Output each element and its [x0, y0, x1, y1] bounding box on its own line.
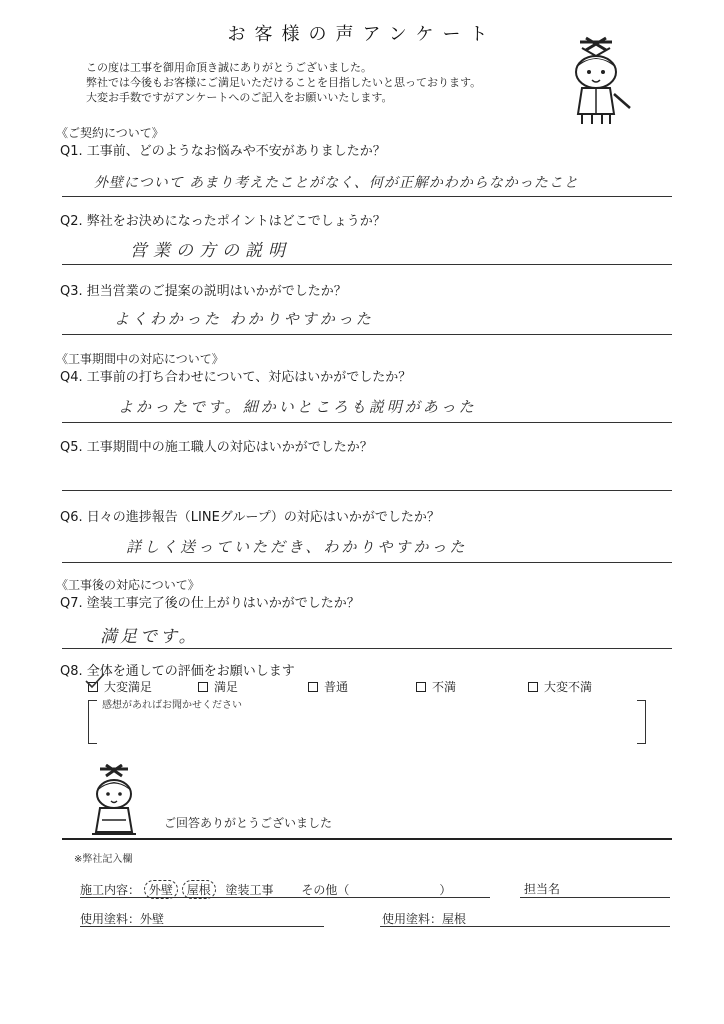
work-item-roof: 屋根: [182, 880, 216, 899]
checkbox-icon[interactable]: [528, 682, 538, 692]
answer-line: [62, 196, 672, 197]
question-4: Q4. 工事前の打ち合わせについて、対応はいかがでしたか？: [60, 370, 412, 385]
question-5: Q5. 工事期間中の施工職人の対応はいかがでしたか？: [60, 440, 373, 455]
answer-line: [62, 562, 672, 563]
answer-1: 外壁について あまり考えたことがなく、何が正解かわからなかったこと: [94, 175, 579, 191]
rating-label: 大変不満: [544, 680, 593, 694]
rating-label: 大変満足: [104, 680, 153, 694]
checkbox-icon[interactable]: [198, 682, 208, 692]
question-7: Q7. 塗装工事完了後の仕上がりはいかがでしたか？: [60, 596, 360, 611]
answer-6: 詳しく送っていただき、わかりやすかった: [126, 538, 468, 556]
rating-dissatisfied[interactable]: [416, 678, 456, 695]
intro-line: 弊社では今後もお客様にご満足いただけることを目指したいと思っております。: [86, 76, 482, 89]
rating-neutral[interactable]: [308, 678, 348, 695]
answer-7: 満足です。: [100, 627, 199, 647]
page-title: お客様の声アンケート: [227, 24, 497, 45]
question-3: Q3. 担当営業のご提案の説明はいかがでしたか？: [60, 284, 347, 299]
rating-label: 不満: [432, 680, 457, 694]
work-content-label: 施工内容：: [80, 883, 141, 897]
work-paint-label: 塗装工事: [225, 883, 274, 897]
rating-satisfied[interactable]: [198, 678, 238, 695]
answer-line: [62, 264, 672, 265]
answer-4: よかったです。細かいところも説明があった: [118, 398, 477, 416]
question-6: Q6. 日々の進捗報告（LINEグループ）の対応はいかがでしたか？: [60, 510, 440, 525]
comment-hint: 感想があればお聞かせください: [102, 700, 242, 711]
question-2: Q2. 弊社をお決めになったポイントはどこでしょうか？: [60, 214, 386, 229]
intro-text: [86, 60, 481, 105]
mascot-samurai-icon: [560, 36, 632, 128]
section-during: 《工事期間中の対応について》: [56, 352, 224, 366]
staff-label: 担当名: [524, 882, 561, 896]
divider: [62, 838, 672, 840]
answer-line: [62, 422, 672, 423]
rating-very-dissatisfied[interactable]: [528, 678, 592, 695]
rating-label: 満足: [214, 680, 239, 694]
work-other-close: ）: [439, 883, 452, 897]
checkbox-icon[interactable]: [308, 682, 318, 692]
section-contract: 《ご契約について》: [56, 126, 164, 140]
work-item-wall: 外壁: [144, 880, 178, 899]
underline: [80, 897, 490, 898]
thanks-message: ご回答ありがとうございました: [164, 816, 333, 830]
comment-bracket-right: [637, 700, 646, 744]
answer-line: [62, 334, 672, 335]
rating-label: 普通: [324, 680, 349, 694]
answer-line: [62, 490, 672, 491]
checkbox-icon[interactable]: [416, 682, 426, 692]
paint-roof-label: 使用塗料：屋根: [382, 912, 467, 926]
intro-line: 大変お手数ですがアンケートへのご記入をお願いいたします。: [86, 91, 393, 104]
office-use-label: ※弊社記入欄: [74, 854, 133, 865]
underline: [80, 926, 324, 927]
comment-bracket-left: [88, 700, 97, 744]
question-1: Q1. 工事前、どのようなお悩みや不安がありましたか？: [60, 144, 386, 159]
underline: [520, 897, 670, 898]
answer-line: [62, 648, 672, 649]
answer-2: 営業の方の説明: [130, 241, 291, 261]
section-after: 《工事後の対応について》: [56, 578, 200, 592]
answer-3: よくわかった わかりやすかった: [114, 310, 374, 328]
work-other-label: その他（: [301, 883, 350, 897]
mascot-samurai-icon: [84, 764, 144, 840]
paint-wall-label: 使用塗料：外壁: [80, 912, 165, 926]
intro-line: この度は工事を御用命頂き誠にありがとうございました。: [86, 61, 372, 74]
checkmark-icon: [84, 672, 106, 690]
underline: [380, 926, 670, 927]
question-8: Q8. 全体を通しての評価をお願いします: [60, 664, 295, 679]
